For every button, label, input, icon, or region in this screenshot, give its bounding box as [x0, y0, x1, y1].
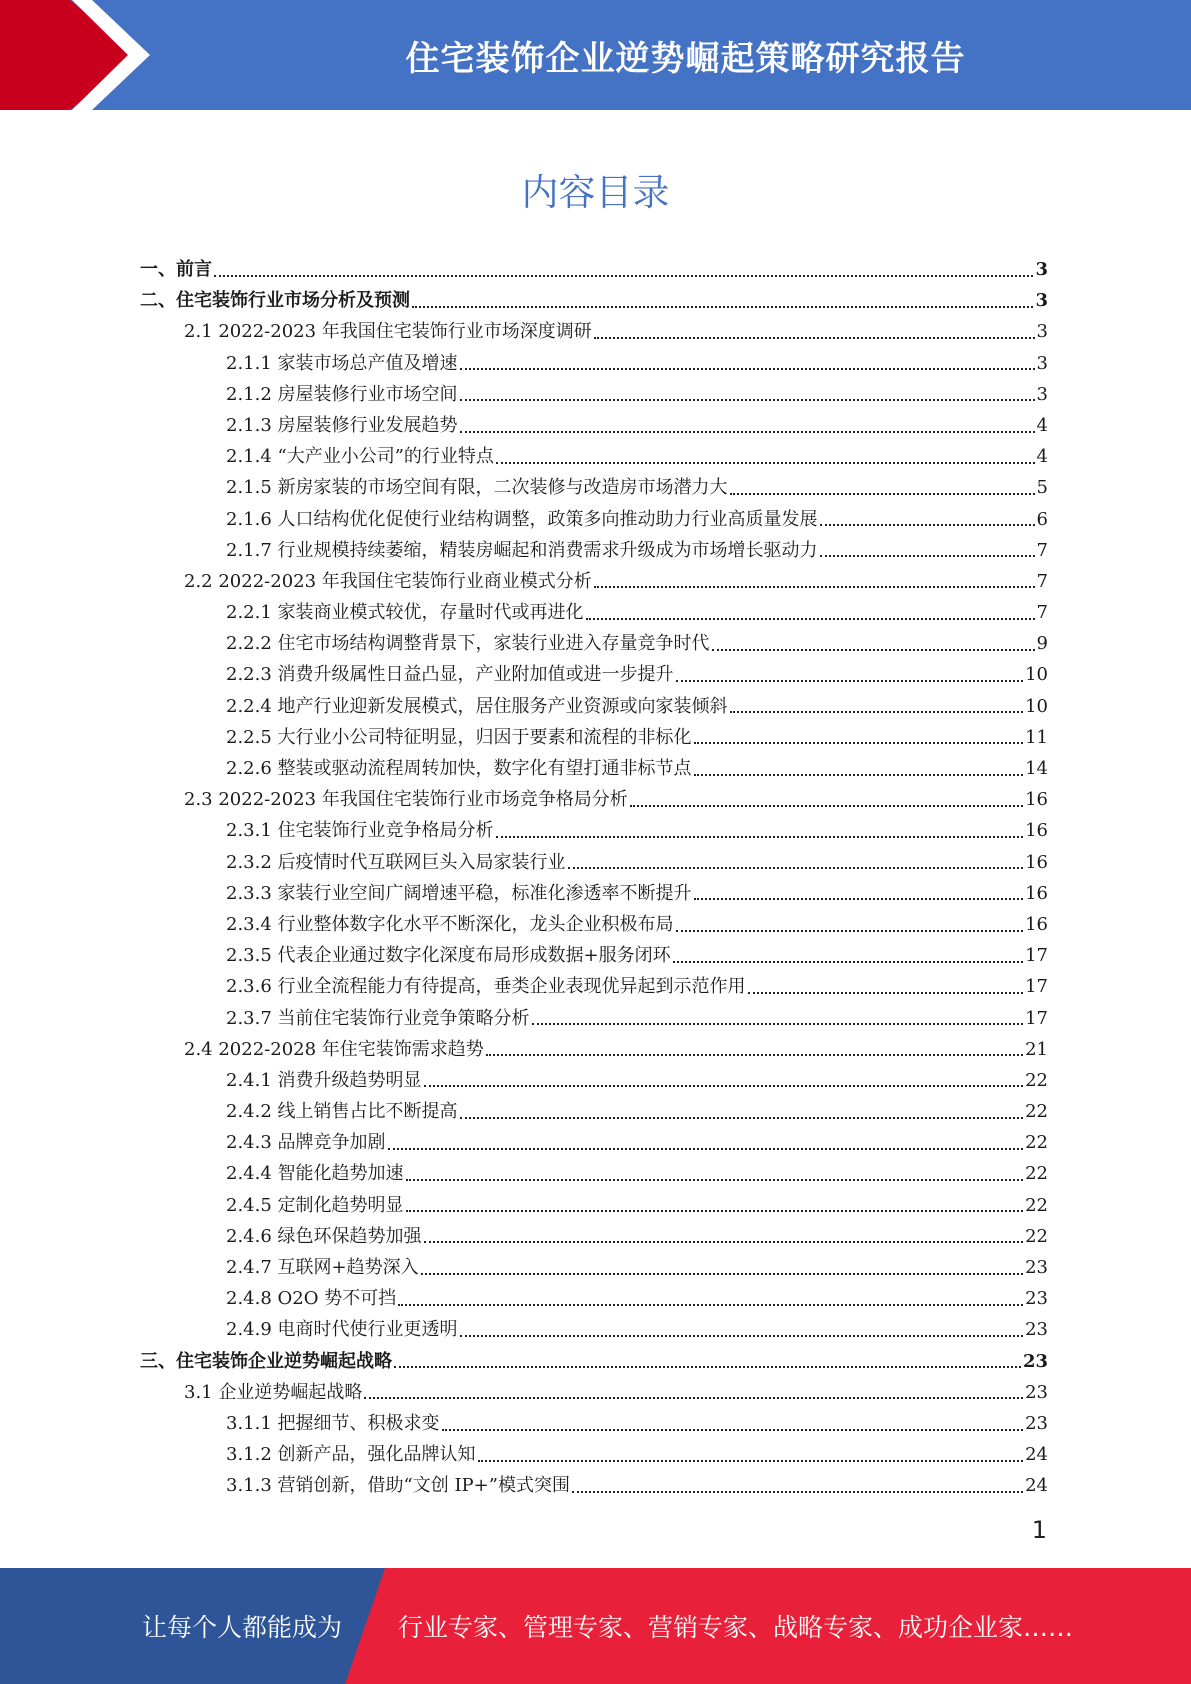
toc-entry-page: 16: [1025, 913, 1048, 935]
toc-entry[interactable]: [140, 1252, 1048, 1283]
toc-entry-page: 3: [1036, 352, 1048, 374]
toc-entry-page: 3: [1036, 321, 1048, 343]
toc-entry[interactable]: [140, 348, 1048, 379]
toc-entry-page: 17: [1025, 1007, 1048, 1029]
toc-entry-label: 3.1.3 营销创新，借助“文创 IP+”模式突围: [226, 1475, 570, 1497]
toc-leader-dots: [676, 680, 1024, 682]
toc-entry[interactable]: [140, 535, 1048, 566]
toc-entry[interactable]: [140, 285, 1048, 316]
toc-entry-label: 2.2 2022-2023 年我国住宅装饰行业商业模式分析: [184, 570, 592, 592]
toc-entry-label: 2.4.7 互联网+趋势深入: [226, 1257, 419, 1278]
toc-entry-label: 三、住宅装饰企业逆势崛起战略: [140, 1350, 392, 1372]
toc-entry-label: 2.1.3 房屋装修行业发展趋势: [226, 414, 458, 436]
toc-entry[interactable]: [140, 847, 1048, 878]
toc-entry-page: 17: [1025, 976, 1048, 998]
toc-leader-dots: [694, 774, 1024, 776]
toc-entry-label: 2.2.6 整装或驱动流程周转加快，数字化有望打通非标节点: [226, 758, 692, 779]
toc-entry[interactable]: [140, 815, 1048, 846]
toc-entry-label: 2.1.1 家装市场总产值及增速: [226, 352, 458, 374]
toc-leader-dots: [730, 711, 1024, 713]
toc-entry[interactable]: [140, 1314, 1048, 1345]
toc-entry-label: 2.4.1 消费升级趋势明显: [226, 1069, 422, 1091]
toc-entry-page: 3: [1036, 383, 1048, 405]
toc-entry-label: 2.4.3 品牌竞争加剧: [226, 1132, 386, 1154]
toc-entry[interactable]: [140, 1003, 1048, 1034]
toc-entry-label: 2.3 2022-2023 年我国住宅装饰行业市场竞争格局分析: [184, 789, 628, 811]
toc-leader-dots: [586, 618, 1035, 620]
toc-entry-label: 3.1 企业逆势崛起战略: [184, 1381, 363, 1403]
toc-entry[interactable]: [140, 379, 1048, 410]
toc-entry-page: 9: [1036, 633, 1048, 655]
toc-entry[interactable]: [140, 1065, 1048, 1096]
toc-entry[interactable]: [140, 878, 1048, 909]
toc-entry-label: 2.3.5 代表企业通过数字化深度布局形成数据+服务闭环: [226, 945, 671, 967]
toc-entry[interactable]: [140, 1127, 1048, 1158]
toc-leader-dots: [460, 431, 1035, 433]
toc-entry-label: 2.2.4 地产行业迎新发展模式，居住服务产业资源或向家装倾斜: [226, 695, 728, 717]
toc-leader-dots: [214, 275, 1033, 277]
toc-leader-dots: [568, 867, 1024, 869]
toc-leader-dots: [748, 992, 1024, 994]
toc-entry-page: 3: [1035, 259, 1048, 280]
toc-entry[interactable]: [140, 1034, 1048, 1065]
toc-entry-page: 10: [1025, 664, 1048, 686]
toc-entry-page: 14: [1025, 758, 1048, 779]
toc-entry-label: 2.4.8 O2O 势不可挡: [226, 1288, 397, 1310]
toc-entry-page: 24: [1025, 1444, 1048, 1466]
toc-entry-page: 7: [1036, 570, 1048, 592]
toc-entry-label: 2.1.7 行业规模持续萎缩，精装房崛起和消费需求升级成为市场增长驱动力: [226, 539, 818, 561]
toc-entry-label: 2.1.5 新房家装的市场空间有限，二次装修与改造房市场潜力大: [226, 477, 728, 499]
toc-leader-dots: [424, 1085, 1024, 1087]
toc-entry-page: 16: [1025, 789, 1048, 811]
toc-leader-dots: [460, 368, 1035, 370]
toc-entry-label: 一、前言: [140, 259, 212, 280]
footer-band: [0, 1568, 1191, 1684]
toc-entry[interactable]: [140, 1221, 1048, 1252]
toc-entry-page: 23: [1025, 1381, 1048, 1403]
toc-entry-label: 二、住宅装饰行业市场分析及预测: [140, 290, 410, 312]
toc-entry[interactable]: [140, 316, 1048, 347]
toc-entry-page: 22: [1025, 1101, 1048, 1123]
toc-entry-label: 2.3.3 家装行业空间广阔增速平稳，标准化渗透率不断提升: [226, 882, 692, 904]
toc-entry-page: 22: [1025, 1163, 1048, 1185]
toc-entry[interactable]: [140, 940, 1048, 971]
toc-leader-dots: [394, 1366, 1021, 1368]
toc-leader-dots: [820, 555, 1035, 557]
toc-leader-dots: [572, 1491, 1023, 1493]
toc-entry-label: 2.3.1 住宅装饰行业竞争格局分析: [226, 820, 494, 842]
toc-entry-label: 2.3.4 行业整体数字化水平不断深化，龙头企业积极布局: [226, 913, 674, 935]
toc-entry-label: 2.2.5 大行业小公司特征明显，归因于要素和流程的非标化: [226, 726, 692, 748]
toc-entry[interactable]: [140, 254, 1048, 285]
toc-entry-label: 2.4.2 线上销售占比不断提高: [226, 1101, 458, 1123]
toc-leader-dots: [496, 462, 1035, 464]
toc-leader-dots: [594, 586, 1035, 588]
toc-entry-page: 23: [1022, 1350, 1048, 1372]
toc-entry-page: 23: [1025, 1412, 1048, 1434]
toc-entry-page: 4: [1036, 414, 1048, 436]
toc-entry-page: 24: [1025, 1475, 1048, 1497]
toc-leader-dots: [486, 1054, 1023, 1056]
toc-entry-label: 2.2.3 消费升级属性日益凸显，产业附加值或进一步提升: [226, 664, 674, 686]
toc-entry-label: 3.1.2 创新产品，强化品牌认知: [226, 1444, 476, 1466]
header-arrow-icon: [0, 0, 160, 110]
footer-slogan-left: 让每个人都能成为: [142, 1613, 343, 1642]
toc-entry-label: 2.3.7 当前住宅装饰行业竞争策略分析: [226, 1007, 530, 1029]
toc-entry-label: 2.1.6 人口结构优化促使行业结构调整，政策多向推动助力行业高质量发展: [226, 508, 818, 530]
toc-leader-dots: [364, 1397, 1023, 1399]
toc-entry-page: 17: [1025, 945, 1048, 967]
toc-entry-page: 22: [1025, 1225, 1048, 1247]
toc-entry[interactable]: [140, 472, 1048, 503]
toc-leader-dots: [460, 399, 1035, 401]
toc-entry[interactable]: [140, 909, 1048, 940]
toc-entry[interactable]: [140, 1377, 1048, 1408]
toc-entry-label: 2.3.6 行业全流程能力有待提高，垂类企业表现优异起到示范作用: [226, 976, 746, 998]
toc-entry-page: 23: [1025, 1257, 1048, 1278]
toc-entry[interactable]: [140, 441, 1048, 472]
toc-leader-dots: [406, 1210, 1024, 1212]
toc-entry-page: 7: [1036, 539, 1048, 561]
toc-entry[interactable]: [140, 784, 1048, 815]
toc-leader-dots: [388, 1148, 1024, 1150]
toc-entry-page: 16: [1025, 820, 1048, 842]
toc-entry-label: 2.1.2 房屋装修行业市场空间: [226, 383, 458, 405]
table-of-contents: [140, 254, 1048, 1502]
toc-leader-dots: [532, 1023, 1024, 1025]
toc-leader-dots: [406, 1179, 1024, 1181]
toc-entry-label: 2.1.4 “大产业小公司”的行业特点: [226, 446, 494, 468]
toc-leader-dots: [630, 805, 1023, 807]
toc-entry-page: 23: [1025, 1288, 1048, 1310]
toc-entry-label: 3.1.1 把握细节、积极求变: [226, 1412, 440, 1434]
toc-entry[interactable]: [140, 1470, 1048, 1501]
toc-entry-page: 10: [1025, 695, 1048, 717]
toc-entry-page: 3: [1035, 290, 1048, 312]
toc-entry[interactable]: [140, 566, 1048, 597]
toc-leader-dots: [424, 1241, 1024, 1243]
toc-entry[interactable]: [140, 1190, 1048, 1221]
toc-leader-dots: [496, 836, 1024, 838]
toc-entry[interactable]: [140, 1158, 1048, 1189]
toc-leader-dots: [712, 649, 1035, 651]
toc-leader-dots: [442, 1429, 1024, 1431]
toc-entry[interactable]: [140, 659, 1048, 690]
toc-entry[interactable]: [140, 722, 1048, 753]
toc-entry-label: 2.2.1 家装商业模式较优，存量时代或再进化: [226, 602, 584, 624]
toc-entry-page: 6: [1036, 508, 1048, 530]
toc-leader-dots: [460, 1117, 1024, 1119]
toc-leader-dots: [673, 961, 1023, 963]
toc-entry-page: 22: [1025, 1132, 1048, 1154]
toc-entry[interactable]: [140, 628, 1048, 659]
toc-entry-page: 22: [1025, 1069, 1048, 1091]
toc-leader-dots: [398, 1304, 1023, 1306]
toc-entry[interactable]: [140, 753, 1048, 784]
toc-entry-page: 16: [1025, 851, 1048, 873]
toc-leader-dots: [694, 898, 1024, 900]
page-number: 1: [1031, 1516, 1047, 1544]
toc-leader-dots: [676, 930, 1024, 932]
toc-entry-page: 5: [1036, 477, 1048, 499]
toc-entry-page: 23: [1025, 1319, 1048, 1341]
toc-entry[interactable]: [140, 410, 1048, 441]
toc-leader-dots: [730, 493, 1035, 495]
toc-entry-page: 11: [1025, 726, 1048, 748]
toc-entry-page: 22: [1025, 1194, 1048, 1216]
toc-entry[interactable]: [140, 597, 1048, 628]
toc-entry-page: 7: [1036, 602, 1048, 624]
toc-leader-dots: [820, 524, 1035, 526]
toc-entry-label: 2.2.2 住宅市场结构调整背景下，家装行业进入存量竞争时代: [226, 633, 710, 655]
footer-slogan-right: 行业专家、管理专家、营销专家、战略专家、成功企业家……: [398, 1613, 1074, 1642]
toc-entry-label: 2.4.6 绿色环保趋势加强: [226, 1225, 422, 1247]
toc-entry-label: 2.3.2 后疫情时代互联网巨头入局家装行业: [226, 851, 566, 873]
toc-leader-dots: [412, 306, 1033, 308]
toc-entry-label: 2.4 2022-2028 年住宅装饰需求趋势: [184, 1038, 484, 1060]
toc-leader-dots: [421, 1273, 1023, 1275]
toc-entry[interactable]: [140, 1096, 1048, 1127]
toc-entry[interactable]: [140, 691, 1048, 722]
toc-entry[interactable]: [140, 1346, 1048, 1377]
toc-entry[interactable]: [140, 1408, 1048, 1439]
toc-entry[interactable]: [140, 1283, 1048, 1314]
toc-entry[interactable]: [140, 971, 1048, 1002]
toc-entry-page: 4: [1036, 446, 1048, 468]
toc-entry[interactable]: [140, 504, 1048, 535]
header-band: [0, 0, 1191, 110]
report-title: 住宅装饰企业逆势崛起策略研究报告: [405, 38, 966, 79]
toc-leader-dots: [694, 742, 1024, 744]
toc-entry-label: 2.4.9 电商时代使行业更透明: [226, 1319, 458, 1341]
toc-entry[interactable]: [140, 1439, 1048, 1470]
toc-heading: 内容目录: [521, 171, 670, 214]
toc-entry-page: 16: [1025, 882, 1048, 904]
toc-entry-label: 2.4.5 定制化趋势明显: [226, 1194, 404, 1216]
toc-entry-label: 2.1 2022-2023 年我国住宅装饰行业市场深度调研: [184, 321, 592, 343]
toc-leader-dots: [460, 1335, 1024, 1337]
toc-leader-dots: [594, 337, 1035, 339]
toc-leader-dots: [478, 1460, 1024, 1462]
toc-entry-label: 2.4.4 智能化趋势加速: [226, 1163, 404, 1185]
toc-entry-page: 21: [1025, 1038, 1048, 1060]
